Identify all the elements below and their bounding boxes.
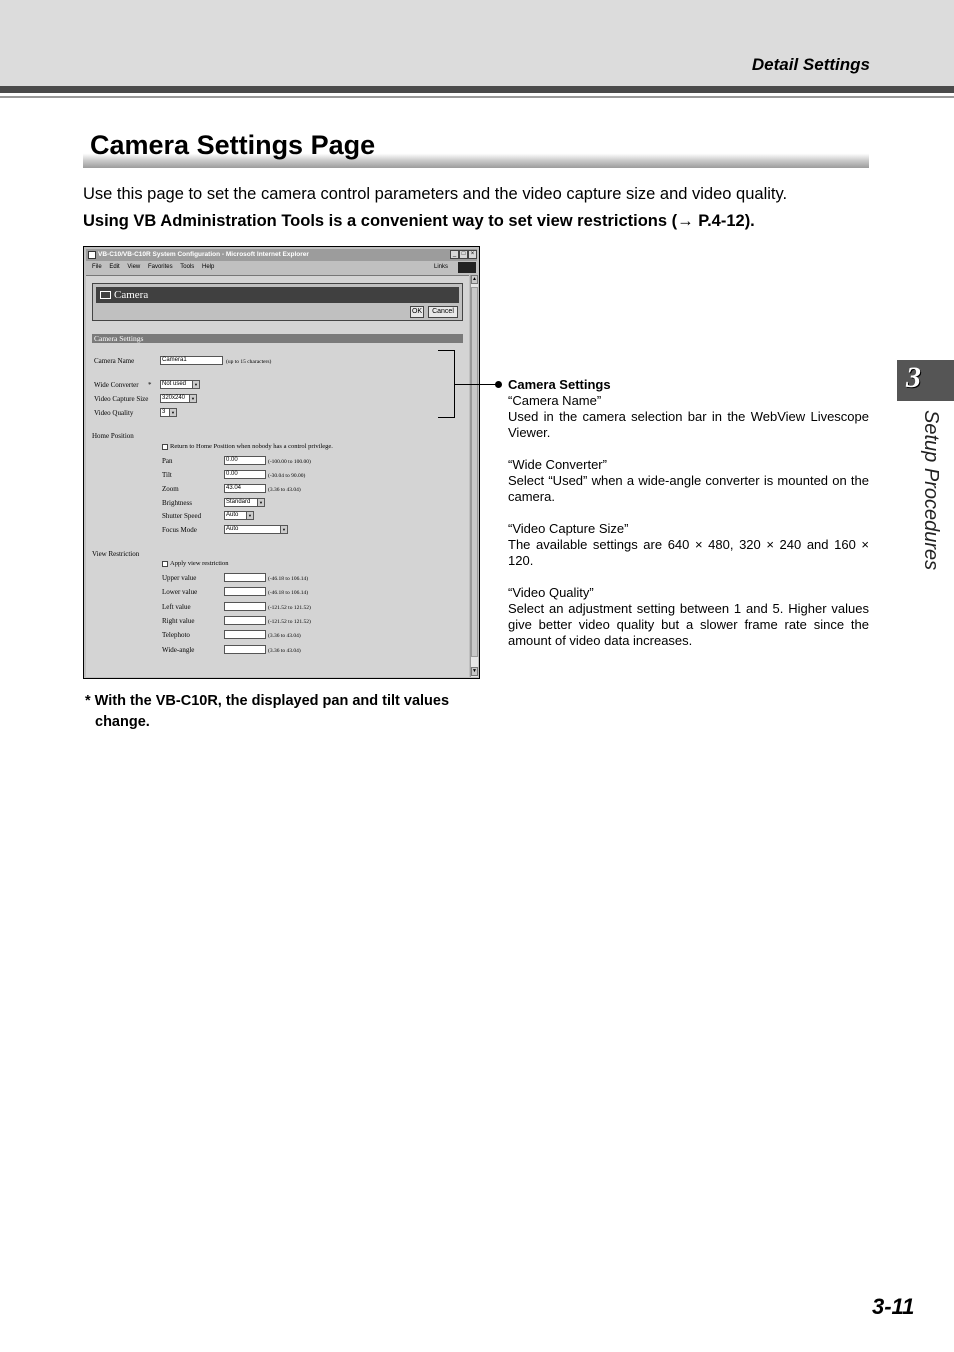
header-rule: [0, 86, 954, 93]
ie-app-icon: [88, 251, 96, 259]
scroll-thumb[interactable]: [471, 287, 478, 657]
lower-value-label: Lower value: [162, 588, 198, 596]
zoom-label: Zoom: [162, 485, 179, 493]
focus-mode-select[interactable]: [224, 525, 288, 534]
chevron-down-icon: ▼: [192, 381, 199, 388]
chevron-down-icon: ▼: [189, 395, 196, 402]
ok-button[interactable]: OK: [410, 306, 424, 318]
header-rule-thin: [0, 96, 954, 98]
menu-help[interactable]: Help: [201, 264, 215, 270]
bracket-bottom: [438, 417, 454, 418]
telephoto-label: Telephoto: [162, 631, 190, 639]
bracket-top: [438, 350, 454, 351]
apply-restriction-label: Apply view restriction: [170, 560, 229, 567]
minimize-button[interactable]: _: [450, 250, 459, 259]
tilt-input[interactable]: 0.00: [224, 470, 266, 479]
telephoto-hint: (3.36 to 43.04): [268, 633, 301, 639]
chevron-down-icon: ▼: [246, 512, 253, 519]
video-quality-label: Video Quality: [94, 409, 134, 417]
shutter-speed-value: Auto: [226, 512, 239, 518]
callout-item-desc: Used in the camera selection bar in the WebView Livescope Viewer.: [508, 409, 869, 440]
video-quality-value: 3: [162, 409, 166, 415]
upper-value-hint: (-46.18 to 106.14): [268, 576, 309, 582]
wide-angle-label: Wide-angle: [162, 646, 195, 654]
callout-item-desc: The available settings are 640 × 480, 320 × 240 and 160 × 120.: [508, 537, 869, 568]
scroll-down-icon[interactable]: ▼: [472, 668, 477, 674]
menu-bar: [86, 262, 477, 273]
right-value-label: Right value: [162, 617, 195, 625]
right-value-input[interactable]: [224, 616, 266, 625]
bullet-dot-icon: [495, 381, 502, 388]
wide-converter-value: Not used: [162, 381, 187, 387]
focus-mode-value: Auto: [226, 526, 239, 532]
upper-value-label: Upper value: [162, 574, 197, 582]
callout-item-name: “Video Capture Size”: [508, 521, 629, 536]
menu-view[interactable]: View: [127, 264, 141, 270]
left-value-label: Left value: [162, 603, 191, 611]
lower-value-input[interactable]: [224, 587, 266, 596]
browser-screenshot: [83, 246, 480, 679]
upper-value-input[interactable]: [224, 573, 266, 582]
vertical-scrollbar[interactable]: [470, 275, 478, 677]
pan-hint: (-100.00 to 100.00): [268, 459, 311, 465]
page-content: [86, 275, 469, 677]
maximize-button[interactable]: □: [459, 250, 468, 259]
wide-angle-input[interactable]: [224, 645, 266, 654]
bracket-leader: [454, 384, 496, 385]
brightness-value: Standard: [226, 499, 251, 505]
apply-restriction-checkbox[interactable]: [162, 561, 168, 567]
home-position-heading: Home Position: [92, 432, 134, 440]
camera-panel-title: Camera: [114, 289, 149, 301]
view-restriction-heading: View Restriction: [92, 550, 140, 558]
intro-text: Use this page to set the camera control parameters and the video capture size and video quality.: [83, 185, 788, 203]
menu-file[interactable]: File: [92, 264, 102, 270]
callout-item-name: “Video Quality”: [508, 585, 594, 600]
links-button[interactable]: Links: [434, 264, 449, 270]
capture-size-select[interactable]: [160, 394, 197, 403]
camera-icon: [100, 291, 111, 299]
footnote-line-1: * With the VB-C10R, the displayed pan and tilt values: [85, 693, 450, 709]
chapter-label: Setup Procedures: [920, 410, 942, 571]
brightness-label: Brightness: [162, 499, 192, 507]
video-quality-select[interactable]: [160, 408, 177, 417]
ie-logo-icon: [458, 262, 476, 273]
callout-description: [508, 377, 869, 649]
chevron-down-icon: ▼: [257, 499, 264, 506]
brightness-select[interactable]: [224, 498, 265, 507]
zoom-hint: (3.36 to 43.04): [268, 487, 301, 493]
right-value-hint: (-121.52 to 121.52): [268, 619, 311, 625]
wide-converter-select[interactable]: [160, 380, 200, 389]
menu-favorites[interactable]: Favorites: [147, 264, 173, 270]
wide-angle-hint: (3.36 to 43.04): [268, 648, 301, 654]
camera-name-hint: (up to 15 characters): [226, 359, 272, 365]
intro-bold-text: Using VB Administration Tools is a convenient way to set view restrictions (→ P.4-12).: [83, 212, 755, 230]
callout-item-name: “Wide Converter”: [508, 457, 607, 472]
wide-converter-label: Wide Converter: [94, 381, 139, 389]
page-number: 3-11: [872, 1294, 915, 1319]
focus-mode-label: Focus Mode: [162, 526, 197, 534]
callout-title: Camera Settings: [508, 377, 611, 392]
callout-item-desc: Select an adjustment setting between 1 and 5. Higher values give better video quality but a slower frame rate since the amount of video data increases.: [508, 601, 869, 648]
telephoto-input[interactable]: [224, 630, 266, 639]
tilt-hint: (-30.04 to 90.00): [268, 473, 306, 479]
page-title: Camera Settings Page: [90, 130, 376, 160]
shutter-speed-select[interactable]: [224, 511, 254, 520]
chapter-number: 3: [906, 361, 921, 394]
pan-input[interactable]: 0.00: [224, 456, 266, 465]
camera-panel: [92, 283, 463, 321]
callout-item-name: “Camera Name”: [508, 393, 602, 408]
capture-size-value: 320x240: [162, 395, 186, 401]
wide-converter-asterisk: *: [148, 381, 152, 389]
scroll-up-icon[interactable]: ▲: [472, 276, 477, 282]
window-title: VB-C10/VB-C10R System Configuration - Microsoft Internet Explorer: [98, 251, 309, 258]
return-home-label: Return to Home Position when nobody has a control privilege.: [170, 443, 333, 450]
camera-name-label: Camera Name: [94, 357, 135, 365]
pan-label: Pan: [162, 457, 173, 465]
zoom-input[interactable]: 43.04: [224, 484, 266, 493]
menu-edit[interactable]: Edit: [109, 264, 120, 270]
capture-size-label: Video Capture Size: [94, 395, 149, 403]
camera-name-input[interactable]: Camera1: [160, 356, 223, 365]
tilt-label: Tilt: [162, 471, 172, 479]
lower-value-hint: (-46.18 to 106.14): [268, 590, 309, 596]
header-section-title: Detail Settings: [751, 55, 870, 74]
footnote-line-2: change.: [95, 713, 150, 730]
menu-tools[interactable]: Tools: [180, 264, 195, 270]
window-titlebar: [86, 249, 477, 261]
return-home-checkbox[interactable]: [162, 444, 168, 450]
footnote: [85, 691, 485, 732]
shutter-speed-label: Shutter Speed: [162, 512, 202, 520]
left-value-hint: (-121.52 to 121.52): [268, 605, 311, 611]
camera-panel-header: [96, 287, 459, 303]
chevron-down-icon: ▼: [169, 409, 176, 416]
callout-item-desc: Select “Used” when a wide-angle converter is mounted on the camera.: [508, 473, 869, 504]
camera-settings-heading: Camera Settings: [92, 334, 463, 343]
chevron-down-icon: ▼: [280, 526, 287, 533]
close-button[interactable]: ×: [468, 250, 477, 259]
cancel-button[interactable]: Cancel: [428, 306, 458, 318]
left-value-input[interactable]: [224, 602, 266, 611]
